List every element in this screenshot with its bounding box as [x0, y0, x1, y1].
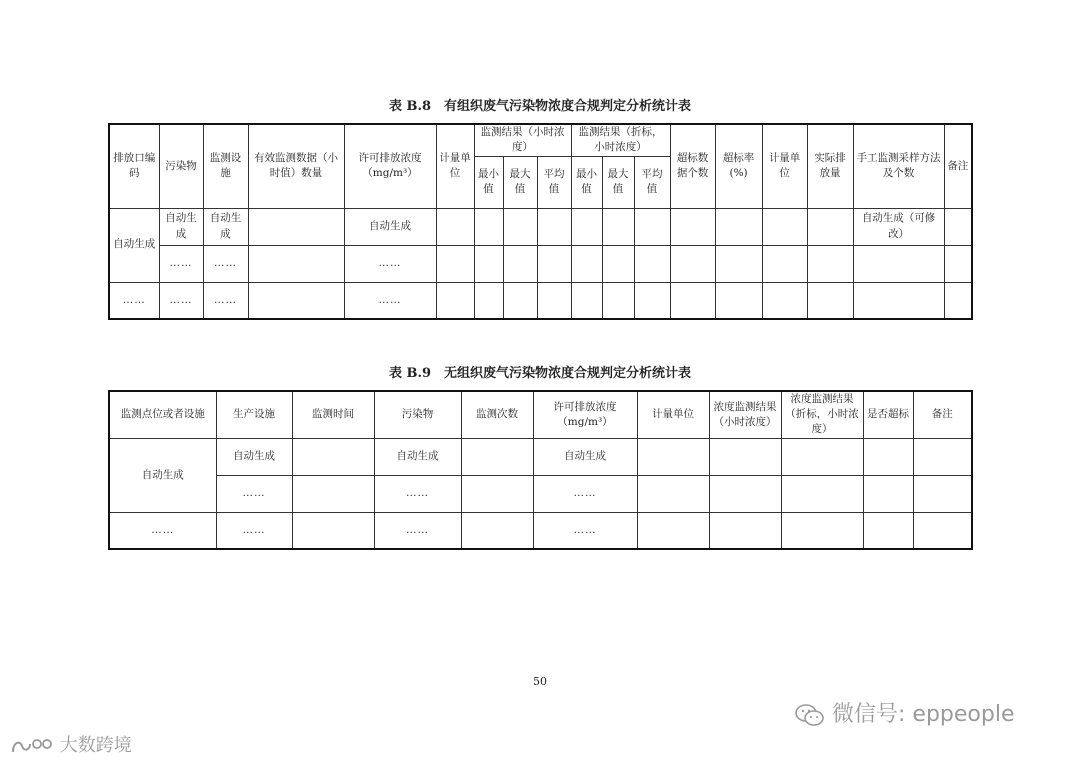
- cell-empty: [863, 438, 913, 475]
- cell-pollutant-auto: 自动生成: [159, 208, 203, 245]
- cell-empty: [461, 475, 533, 512]
- cell-empty: [248, 245, 344, 282]
- cell-empty: [637, 438, 709, 475]
- cell-empty: [436, 208, 474, 245]
- cell-empty: [913, 512, 972, 549]
- header-pollutant: 污染物: [374, 391, 461, 438]
- cell-empty: [807, 282, 853, 319]
- cell-empty: [715, 208, 762, 245]
- header-permit-conc: 许可排放浓度（mg/m³）: [533, 391, 637, 438]
- table-row: [109, 282, 972, 319]
- cell-empty: [637, 475, 709, 512]
- cell-empty: [474, 245, 503, 282]
- cell-empty: [853, 282, 944, 319]
- cell-dots: ……: [374, 512, 461, 549]
- cell-facility-auto: 自动生成: [203, 208, 248, 245]
- header-point: 监测点位或者设施: [109, 391, 216, 438]
- header-pollutant: 污染物: [159, 124, 203, 208]
- cell-outlet-auto: 自动生成: [109, 208, 159, 282]
- cell-empty: [715, 245, 762, 282]
- cell-permit-auto: 自动生成: [533, 438, 637, 475]
- cell-dots: ……: [533, 512, 637, 549]
- cell-empty: [474, 208, 503, 245]
- cell-empty: [853, 245, 944, 282]
- cell-empty: [634, 245, 670, 282]
- header-min: 最小值: [474, 156, 503, 208]
- cell-empty: [248, 282, 344, 319]
- wechat-icon: [795, 702, 832, 727]
- cell-dots: ……: [374, 475, 461, 512]
- cell-empty: [248, 208, 344, 245]
- table-b9: [108, 390, 973, 550]
- cell-empty: [292, 512, 374, 549]
- table-row: [109, 208, 972, 245]
- cell-empty: [807, 208, 853, 245]
- header-unit: 计量单位: [637, 391, 709, 438]
- cell-empty: [571, 208, 602, 245]
- cell-empty: [461, 438, 533, 475]
- cell-empty: [503, 245, 537, 282]
- table-b8-caption: 表 B.8 有组织废气污染物浓度合规判定分析统计表: [388, 99, 692, 114]
- cell-manual-auto: 自动生成（可修改）: [853, 208, 944, 245]
- header-remark: 备注: [913, 391, 972, 438]
- cell-dots: ……: [344, 245, 436, 282]
- cell-empty: [670, 282, 715, 319]
- brand-logo-icon: [10, 735, 60, 756]
- cell-empty: [913, 438, 972, 475]
- page-number: 50: [533, 675, 547, 688]
- cell-empty: [944, 208, 972, 245]
- cell-pollutant-auto: 自动生成: [374, 438, 461, 475]
- cell-dots: ……: [533, 475, 637, 512]
- brand-watermark-text: 大数跨境: [59, 735, 132, 756]
- cell-empty: [634, 282, 670, 319]
- header-max2: 最大值: [602, 156, 634, 208]
- cell-empty: [762, 245, 807, 282]
- cell-empty: [670, 245, 715, 282]
- cell-empty: [781, 438, 863, 475]
- table-b9-caption: 表 B.9 无组织废气污染物浓度合规判定分析统计表: [388, 366, 692, 381]
- header-valid-data: 有效监测数据（小时值）数量: [248, 124, 344, 208]
- cell-empty: [944, 282, 972, 319]
- brand-watermark: [10, 731, 132, 757]
- cell-dots: ……: [216, 475, 292, 512]
- header-exceed-count: 超标数据个数: [670, 124, 715, 208]
- wechat-id-text: 微信号: eppeople: [832, 702, 1015, 727]
- cell-facility-auto: 自动生成: [216, 438, 292, 475]
- cell-empty: [436, 282, 474, 319]
- cell-empty: [807, 245, 853, 282]
- table-row: [109, 475, 972, 512]
- cell-empty: [292, 438, 374, 475]
- cell-empty: [571, 282, 602, 319]
- cell-empty: [762, 282, 807, 319]
- header-result-conv-group: 监测结果（折标，小时浓度）: [571, 124, 670, 156]
- cell-empty: [602, 282, 634, 319]
- header-min2: 最小值: [571, 156, 602, 208]
- cell-empty: [474, 282, 503, 319]
- cell-permit-auto: 自动生成: [344, 208, 436, 245]
- cell-dots: ……: [109, 512, 216, 549]
- cell-dots: ……: [159, 282, 203, 319]
- cell-empty: [670, 208, 715, 245]
- cell-dots: ……: [203, 245, 248, 282]
- cell-empty: [863, 475, 913, 512]
- header-result-conv: 浓度监测结果（折标，小时浓度）: [781, 391, 863, 438]
- header-outlet-code: 排放口编码: [109, 124, 159, 208]
- cell-empty: [602, 245, 634, 282]
- cell-empty: [709, 475, 781, 512]
- cell-empty: [503, 208, 537, 245]
- header-max: 最大值: [503, 156, 537, 208]
- cell-empty: [715, 282, 762, 319]
- cell-dots: ……: [109, 282, 159, 319]
- cell-empty: [537, 245, 571, 282]
- cell-dots: ……: [216, 512, 292, 549]
- cell-empty: [781, 512, 863, 549]
- cell-empty: [709, 438, 781, 475]
- table-row: [109, 512, 972, 549]
- header-avg2: 平均值: [634, 156, 670, 208]
- cell-empty: [709, 512, 781, 549]
- header-remark: 备注: [944, 124, 972, 208]
- cell-empty: [637, 512, 709, 549]
- cell-dots: ……: [344, 282, 436, 319]
- table-b8: [108, 123, 973, 320]
- cell-empty: [571, 245, 602, 282]
- cell-empty: [634, 208, 670, 245]
- header-manual: 手工监测采样方法及个数: [853, 124, 944, 208]
- header-unit: 计量单位: [436, 124, 474, 208]
- header-result-group: 监测结果（小时浓度）: [474, 124, 571, 156]
- cell-empty: [503, 282, 537, 319]
- cell-empty: [602, 208, 634, 245]
- wechat-watermark: [795, 697, 1014, 728]
- header-unit2: 计量单位: [762, 124, 807, 208]
- cell-empty: [292, 475, 374, 512]
- cell-empty: [863, 512, 913, 549]
- table-row: [109, 438, 972, 475]
- header-actual: 实际排放量: [807, 124, 853, 208]
- header-time: 监测时间: [292, 391, 374, 438]
- cell-empty: [781, 475, 863, 512]
- cell-empty: [436, 245, 474, 282]
- header-permit-conc: 许可排放浓度（mg/m³）: [344, 124, 436, 208]
- cell-empty: [913, 475, 972, 512]
- cell-empty: [762, 208, 807, 245]
- cell-dots: ……: [159, 245, 203, 282]
- header-result: 浓度监测结果（小时浓度）: [709, 391, 781, 438]
- header-facility: 监测设施: [203, 124, 248, 208]
- cell-empty: [461, 512, 533, 549]
- cell-empty: [537, 208, 571, 245]
- header-facility: 生产设施: [216, 391, 292, 438]
- table-row: [109, 245, 972, 282]
- header-count: 监测次数: [461, 391, 533, 438]
- header-exceed-rate: 超标率(%): [715, 124, 762, 208]
- cell-empty: [537, 282, 571, 319]
- header-avg: 平均值: [537, 156, 571, 208]
- cell-empty: [944, 245, 972, 282]
- header-exceed: 是否超标: [863, 391, 913, 438]
- cell-point-auto: 自动生成: [109, 438, 216, 512]
- cell-dots: ……: [203, 282, 248, 319]
